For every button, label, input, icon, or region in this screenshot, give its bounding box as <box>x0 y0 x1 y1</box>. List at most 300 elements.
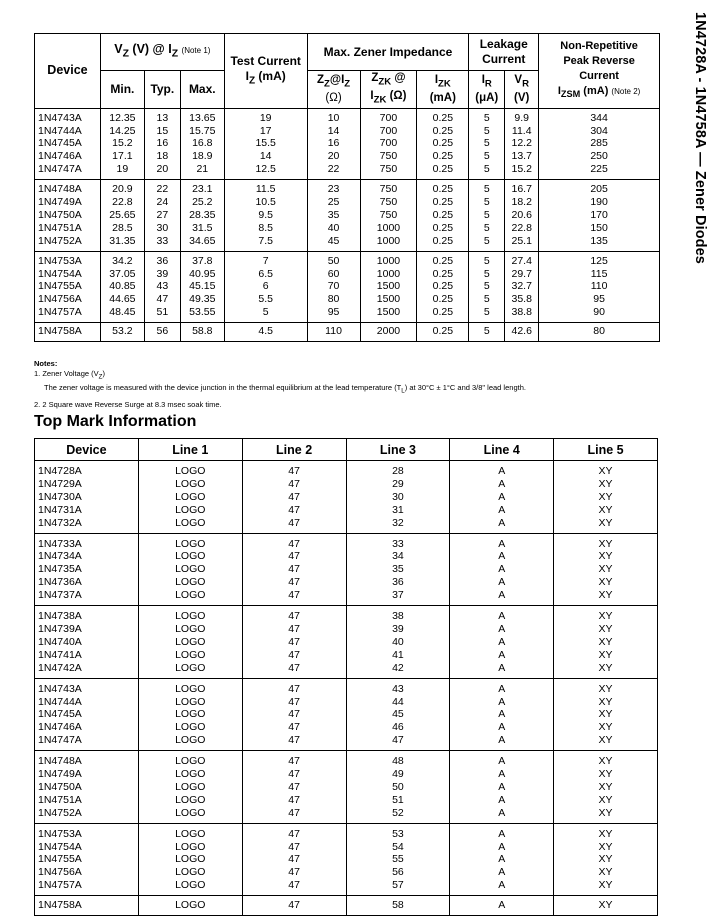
device-cell: 1N4735A <box>35 563 139 576</box>
mark-cell: LOGO <box>138 533 242 550</box>
mark-cell: A <box>450 461 554 478</box>
device-cell: 1N4745A <box>35 708 139 721</box>
value-cell: 110 <box>539 280 660 293</box>
mark-cell: XY <box>554 606 658 623</box>
mark-cell: 47 <box>242 708 346 721</box>
value-cell: 0.25 <box>417 125 469 138</box>
table-row <box>35 196 660 209</box>
value-cell: 16.7 <box>505 180 539 196</box>
value-cell: 12.35 <box>100 108 144 124</box>
value-cell: 0.25 <box>417 137 469 150</box>
col-vz-group: $V_Z$ (V) @ $I_Z$ (Note 1) <box>100 34 224 71</box>
device-cell: 1N4753A <box>35 823 139 840</box>
value-cell: 45.15 <box>180 280 224 293</box>
value-cell: 20.6 <box>505 209 539 222</box>
value-cell: 22.8 <box>505 222 539 235</box>
mark-cell: XY <box>554 866 658 879</box>
value-cell: 28.35 <box>180 209 224 222</box>
value-cell: 5 <box>469 137 505 150</box>
value-cell: 38.8 <box>505 306 539 322</box>
value-cell: 36 <box>144 251 180 267</box>
mark-cell: 33 <box>346 533 450 550</box>
mark-cell: LOGO <box>138 734 242 750</box>
mark-cell: 47 <box>242 662 346 678</box>
mark-cell: LOGO <box>138 696 242 709</box>
value-cell: 750 <box>360 163 417 179</box>
table-row <box>35 306 660 322</box>
mark-cell: 47 <box>242 478 346 491</box>
value-cell: 5 <box>469 306 505 322</box>
mark-cell: LOGO <box>138 721 242 734</box>
device-cell: 1N4734A <box>35 550 139 563</box>
value-cell: 5 <box>469 222 505 235</box>
value-cell: 25 <box>307 196 360 209</box>
device-cell: 1N4743A <box>35 108 101 124</box>
value-cell: 15.75 <box>180 125 224 138</box>
value-cell: 0.25 <box>417 280 469 293</box>
mark-cell: LOGO <box>138 576 242 589</box>
col-max: Max. <box>180 71 224 109</box>
mark-cell: LOGO <box>138 781 242 794</box>
device-cell: 1N4731A <box>35 504 139 517</box>
value-cell: 40.95 <box>180 268 224 281</box>
value-cell: 20.9 <box>100 180 144 196</box>
value-cell: 285 <box>539 137 660 150</box>
table-row <box>35 823 658 840</box>
table-row <box>35 137 660 150</box>
value-cell: 700 <box>360 125 417 138</box>
mark-cell: 30 <box>346 491 450 504</box>
mark-cell: A <box>450 768 554 781</box>
value-cell: 80 <box>539 323 660 342</box>
table-row <box>35 662 658 678</box>
mark-cell: XY <box>554 708 658 721</box>
value-cell: 1500 <box>360 306 417 322</box>
value-cell: 5 <box>224 306 307 322</box>
value-cell: 27.4 <box>505 251 539 267</box>
value-cell: 25.2 <box>180 196 224 209</box>
table-row <box>35 896 658 916</box>
value-cell: 90 <box>539 306 660 322</box>
mark-cell: A <box>450 606 554 623</box>
table-row <box>35 807 658 823</box>
value-cell: 37.05 <box>100 268 144 281</box>
mark-cell: 47 <box>242 504 346 517</box>
mark-cell: LOGO <box>138 504 242 517</box>
value-cell: 344 <box>539 108 660 124</box>
mark-cell: XY <box>554 781 658 794</box>
mark-cell: XY <box>554 636 658 649</box>
col-impedance-group: Max. Zener Impedance <box>307 34 469 71</box>
value-cell: 6.5 <box>224 268 307 281</box>
value-cell: 60 <box>307 268 360 281</box>
value-cell: 9.9 <box>505 108 539 124</box>
mark-cell: 47 <box>242 721 346 734</box>
value-cell: 28.5 <box>100 222 144 235</box>
top-mark-title: Top Mark Information <box>34 413 197 430</box>
mark-cell: XY <box>554 504 658 517</box>
col-min: Min. <box>100 71 144 109</box>
value-cell: 42.6 <box>505 323 539 342</box>
mark-cell: LOGO <box>138 896 242 916</box>
value-cell: 31.5 <box>180 222 224 235</box>
mark-cell: 47 <box>242 781 346 794</box>
value-cell: 17.1 <box>100 150 144 163</box>
device-cell: 1N4739A <box>35 623 139 636</box>
mark-cell: 47 <box>242 751 346 768</box>
table-row <box>35 794 658 807</box>
mark-cell: XY <box>554 807 658 823</box>
device-cell: 1N4750A <box>35 209 101 222</box>
mark-cell: A <box>450 696 554 709</box>
mark-cell: 35 <box>346 563 450 576</box>
table-row <box>35 222 660 235</box>
value-cell: 750 <box>360 209 417 222</box>
mark-cell: 54 <box>346 841 450 854</box>
value-cell: 23.1 <box>180 180 224 196</box>
device-cell: 1N4758A <box>35 896 139 916</box>
value-cell: 0.25 <box>417 196 469 209</box>
value-cell: 80 <box>307 293 360 306</box>
device-cell: 1N4754A <box>35 268 101 281</box>
table-row <box>35 589 658 605</box>
mark-cell: LOGO <box>138 649 242 662</box>
value-cell: 5 <box>469 150 505 163</box>
value-cell: 5 <box>469 125 505 138</box>
mark-cell: 44 <box>346 696 450 709</box>
mark-cell: LOGO <box>138 606 242 623</box>
value-cell: 35 <box>307 209 360 222</box>
value-cell: 18 <box>144 150 180 163</box>
mark-cell: A <box>450 781 554 794</box>
value-cell: 14 <box>224 150 307 163</box>
value-cell: 27 <box>144 209 180 222</box>
value-cell: 110 <box>307 323 360 342</box>
value-cell: 15.5 <box>224 137 307 150</box>
table-row <box>35 209 660 222</box>
mark-cell: 47 <box>242 491 346 504</box>
mark-cell: 53 <box>346 823 450 840</box>
column-header: Line 5 <box>554 439 658 461</box>
table-row <box>35 721 658 734</box>
value-cell: 95 <box>539 293 660 306</box>
mark-cell: XY <box>554 678 658 695</box>
table-row <box>35 678 658 695</box>
value-cell: 6 <box>224 280 307 293</box>
mark-cell: A <box>450 576 554 589</box>
device-cell: 1N4751A <box>35 222 101 235</box>
value-cell: 0.25 <box>417 306 469 322</box>
device-cell: 1N4736A <box>35 576 139 589</box>
value-cell: 15 <box>144 125 180 138</box>
value-cell: 5 <box>469 108 505 124</box>
value-cell: 19 <box>100 163 144 179</box>
table-row <box>35 841 658 854</box>
value-cell: 225 <box>539 163 660 179</box>
value-cell: 7.5 <box>224 235 307 251</box>
mark-cell: A <box>450 563 554 576</box>
value-cell: 20 <box>144 163 180 179</box>
col-izsm: Non-Repetitive Peak Reverse Current $I_{ZSM}$ (mA) (Note 2) <box>539 34 660 109</box>
table-row <box>35 623 658 636</box>
value-cell: 0.25 <box>417 293 469 306</box>
mark-cell: 29 <box>346 478 450 491</box>
mark-cell: LOGO <box>138 823 242 840</box>
table-row <box>35 478 658 491</box>
device-cell: 1N4756A <box>35 866 139 879</box>
mark-cell: XY <box>554 662 658 678</box>
value-cell: 135 <box>539 235 660 251</box>
column-header: Line 3 <box>346 439 450 461</box>
value-cell: 10.5 <box>224 196 307 209</box>
device-cell: 1N4746A <box>35 150 101 163</box>
table-row <box>35 251 660 267</box>
mark-cell: 47 <box>242 853 346 866</box>
value-cell: 45 <box>307 235 360 251</box>
value-cell: 0.25 <box>417 323 469 342</box>
value-cell: 5 <box>469 180 505 196</box>
mark-cell: 32 <box>346 517 450 533</box>
mark-cell: LOGO <box>138 461 242 478</box>
column-header: Line 4 <box>450 439 554 461</box>
device-cell: 1N4756A <box>35 293 101 306</box>
col-izk: $I_{ZK}$ (mA) <box>417 71 469 109</box>
value-cell: 150 <box>539 222 660 235</box>
value-cell: 39 <box>144 268 180 281</box>
mark-cell: A <box>450 721 554 734</box>
mark-cell: XY <box>554 563 658 576</box>
device-cell: 1N4744A <box>35 696 139 709</box>
value-cell: 5 <box>469 280 505 293</box>
mark-cell: 34 <box>346 550 450 563</box>
mark-cell: A <box>450 853 554 866</box>
device-cell: 1N4754A <box>35 841 139 854</box>
mark-cell: 47 <box>242 896 346 916</box>
mark-cell: 47 <box>242 696 346 709</box>
mark-cell: LOGO <box>138 589 242 605</box>
mark-cell: XY <box>554 768 658 781</box>
col-leakage-group: Leakage Current <box>469 34 539 71</box>
table-row <box>35 491 658 504</box>
value-cell: 170 <box>539 209 660 222</box>
device-cell: 1N4755A <box>35 853 139 866</box>
device-cell: 1N4732A <box>35 517 139 533</box>
value-cell: 14.25 <box>100 125 144 138</box>
value-cell: 5 <box>469 323 505 342</box>
device-cell: 1N4742A <box>35 662 139 678</box>
mark-cell: A <box>450 823 554 840</box>
device-cell: 1N4752A <box>35 235 101 251</box>
value-cell: 47 <box>144 293 180 306</box>
mark-cell: LOGO <box>138 841 242 854</box>
notes <box>34 359 674 410</box>
table-row <box>35 606 658 623</box>
mark-cell: 47 <box>242 841 346 854</box>
value-cell: 5 <box>469 196 505 209</box>
side-title-text: 1N4728A - 1N4758A — Zener Diodes <box>692 12 708 264</box>
table-row <box>35 280 660 293</box>
table-row <box>35 125 660 138</box>
value-cell: 31.35 <box>100 235 144 251</box>
value-cell: 5 <box>469 251 505 267</box>
value-cell: 17 <box>224 125 307 138</box>
mark-cell: XY <box>554 589 658 605</box>
value-cell: 18.2 <box>505 196 539 209</box>
top-mark-table <box>34 438 658 916</box>
mark-cell: 42 <box>346 662 450 678</box>
mark-cell: A <box>450 589 554 605</box>
mark-cell: 55 <box>346 853 450 866</box>
value-cell: 34.2 <box>100 251 144 267</box>
mark-cell: A <box>450 504 554 517</box>
note-2: 2. 2 Square wave Reverse Surge at 8.3 msec soak time. <box>34 399 222 409</box>
mark-cell: 46 <box>346 721 450 734</box>
value-cell: 0.25 <box>417 235 469 251</box>
value-cell: 53.55 <box>180 306 224 322</box>
mark-cell: 47 <box>242 517 346 533</box>
table-row <box>35 163 660 179</box>
mark-cell: 36 <box>346 576 450 589</box>
value-cell: 115 <box>539 268 660 281</box>
mark-cell: LOGO <box>138 879 242 895</box>
table-row <box>35 268 660 281</box>
value-cell: 5 <box>469 293 505 306</box>
mark-cell: XY <box>554 696 658 709</box>
mark-cell: XY <box>554 721 658 734</box>
device-cell: 1N4737A <box>35 589 139 605</box>
mark-cell: A <box>450 623 554 636</box>
value-cell: 16 <box>307 137 360 150</box>
value-cell: 0.25 <box>417 163 469 179</box>
mark-cell: 52 <box>346 807 450 823</box>
mark-cell: XY <box>554 576 658 589</box>
mark-cell: LOGO <box>138 563 242 576</box>
value-cell: 8.5 <box>224 222 307 235</box>
value-cell: 13.65 <box>180 108 224 124</box>
device-cell: 1N4749A <box>35 768 139 781</box>
value-cell: 5 <box>469 163 505 179</box>
value-cell: 1500 <box>360 280 417 293</box>
mark-cell: 47 <box>242 576 346 589</box>
column-header: Line 1 <box>138 439 242 461</box>
mark-cell: LOGO <box>138 866 242 879</box>
value-cell: 190 <box>539 196 660 209</box>
value-cell: 51 <box>144 306 180 322</box>
table-row <box>35 768 658 781</box>
value-cell: 14 <box>307 125 360 138</box>
mark-cell: A <box>450 807 554 823</box>
table-row <box>35 696 658 709</box>
mark-cell: A <box>450 678 554 695</box>
value-cell: 0.25 <box>417 222 469 235</box>
mark-cell: 56 <box>346 866 450 879</box>
value-cell: 1000 <box>360 251 417 267</box>
mark-cell: XY <box>554 823 658 840</box>
mark-cell: LOGO <box>138 853 242 866</box>
device-cell: 1N4740A <box>35 636 139 649</box>
table-row <box>35 504 658 517</box>
device-cell: 1N4750A <box>35 781 139 794</box>
side-title <box>692 12 708 282</box>
device-cell: 1N4757A <box>35 306 101 322</box>
table-row <box>35 708 658 721</box>
table-row <box>35 751 658 768</box>
device-cell: 1N4747A <box>35 734 139 750</box>
col-zz: $Z_Z@I_Z$ (Ω) <box>307 71 360 109</box>
col-vr: $V_R$ (V) <box>505 71 539 109</box>
electrical-characteristics-table <box>34 33 660 342</box>
value-cell: 44.65 <box>100 293 144 306</box>
value-cell: 33 <box>144 235 180 251</box>
mark-cell: 49 <box>346 768 450 781</box>
mark-cell: 47 <box>242 768 346 781</box>
value-cell: 4.5 <box>224 323 307 342</box>
value-cell: 48.45 <box>100 306 144 322</box>
mark-cell: 47 <box>242 734 346 750</box>
mark-cell: 41 <box>346 649 450 662</box>
mark-cell: LOGO <box>138 751 242 768</box>
mark-cell: XY <box>554 517 658 533</box>
value-cell: 29.7 <box>505 268 539 281</box>
mark-cell: A <box>450 841 554 854</box>
value-cell: 250 <box>539 150 660 163</box>
mark-cell: 45 <box>346 708 450 721</box>
mark-cell: 47 <box>242 606 346 623</box>
value-cell: 1000 <box>360 235 417 251</box>
mark-cell: A <box>450 708 554 721</box>
value-cell: 15.2 <box>100 137 144 150</box>
device-cell: 1N4752A <box>35 807 139 823</box>
mark-cell: A <box>450 662 554 678</box>
value-cell: 30 <box>144 222 180 235</box>
mark-cell: XY <box>554 794 658 807</box>
value-cell: 700 <box>360 108 417 124</box>
mark-cell: LOGO <box>138 636 242 649</box>
value-cell: 13.7 <box>505 150 539 163</box>
value-cell: 95 <box>307 306 360 322</box>
value-cell: 5 <box>469 235 505 251</box>
mark-cell: 47 <box>242 807 346 823</box>
value-cell: 24 <box>144 196 180 209</box>
value-cell: 16 <box>144 137 180 150</box>
table-row <box>35 150 660 163</box>
table-row <box>35 235 660 251</box>
mark-cell: XY <box>554 491 658 504</box>
mark-cell: XY <box>554 550 658 563</box>
table-row <box>35 734 658 750</box>
device-cell: 1N4757A <box>35 879 139 895</box>
mark-cell: XY <box>554 623 658 636</box>
mark-cell: LOGO <box>138 662 242 678</box>
table-row <box>35 649 658 662</box>
value-cell: 0.25 <box>417 268 469 281</box>
value-cell: 11.5 <box>224 180 307 196</box>
mark-cell: A <box>450 794 554 807</box>
device-cell: 1N4748A <box>35 751 139 768</box>
mark-cell: LOGO <box>138 550 242 563</box>
value-cell: 22 <box>307 163 360 179</box>
mark-cell: XY <box>554 478 658 491</box>
value-cell: 16.8 <box>180 137 224 150</box>
mark-cell: LOGO <box>138 623 242 636</box>
value-cell: 12.5 <box>224 163 307 179</box>
table-row <box>35 180 660 196</box>
value-cell: 22 <box>144 180 180 196</box>
mark-cell: 48 <box>346 751 450 768</box>
value-cell: 5.5 <box>224 293 307 306</box>
value-cell: 0.25 <box>417 209 469 222</box>
value-cell: 13 <box>144 108 180 124</box>
